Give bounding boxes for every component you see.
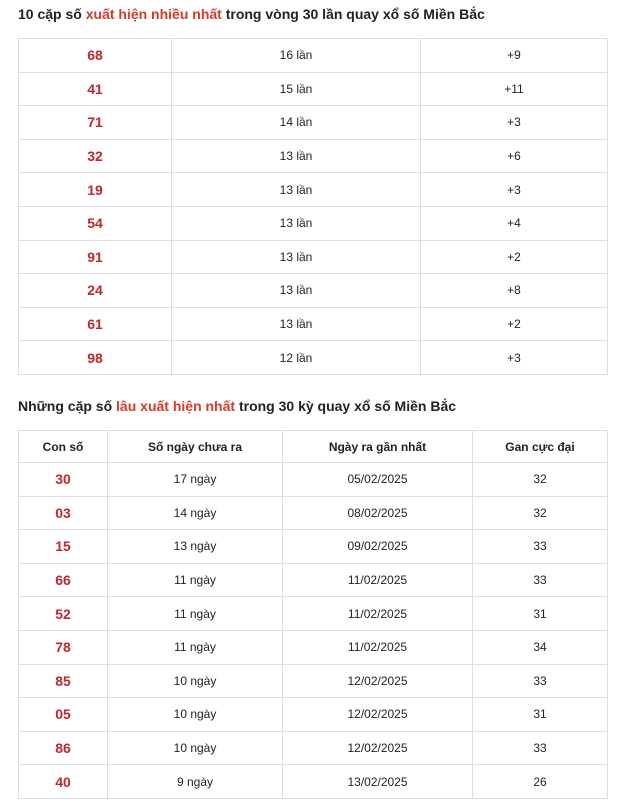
last-appearance-date: 12/02/2025 <box>283 664 473 698</box>
last-appearance-date: 05/02/2025 <box>283 463 473 497</box>
lottery-number: 15 <box>19 530 108 564</box>
cold-numbers-heading <box>18 397 456 415</box>
days-absent: 13 ngày <box>108 530 283 564</box>
last-appearance-date: 12/02/2025 <box>283 731 473 765</box>
last-appearance-date: 12/02/2025 <box>283 698 473 732</box>
heading-highlight: xuất hiện nhiều nhất <box>85 6 222 22</box>
appearance-count: 13 lần <box>172 139 421 173</box>
max-gap: 26 <box>473 765 608 799</box>
last-appearance-date: 09/02/2025 <box>283 530 473 564</box>
lottery-number: 52 <box>19 597 108 631</box>
lottery-number: 91 <box>19 240 172 274</box>
lottery-number: 85 <box>19 664 108 698</box>
count-delta: +3 <box>421 341 608 375</box>
max-gap: 32 <box>473 463 608 497</box>
count-delta: +9 <box>421 39 608 73</box>
days-absent: 11 ngày <box>108 563 283 597</box>
heading-suffix: trong 30 kỳ quay xổ số Miền Bắc <box>235 398 457 414</box>
days-absent: 10 ngày <box>108 731 283 765</box>
lottery-number: 32 <box>19 139 172 173</box>
appearance-count: 13 lần <box>172 307 421 341</box>
lottery-number: 86 <box>19 731 108 765</box>
table-row <box>19 206 608 240</box>
max-gap: 33 <box>473 731 608 765</box>
days-absent: 17 ngày <box>108 463 283 497</box>
days-absent: 9 ngày <box>108 765 283 799</box>
count-delta: +2 <box>421 307 608 341</box>
lottery-number: 78 <box>19 630 108 664</box>
days-absent: 14 ngày <box>108 496 283 530</box>
appearance-count: 13 lần <box>172 274 421 308</box>
appearance-count: 15 lần <box>172 72 421 106</box>
lottery-number: 05 <box>19 698 108 732</box>
lottery-number: 30 <box>19 463 108 497</box>
table-row <box>19 530 608 564</box>
hot-numbers-table-body <box>19 39 608 375</box>
days-absent: 10 ngày <box>108 698 283 732</box>
max-gap: 33 <box>473 563 608 597</box>
lottery-number: 71 <box>19 106 172 140</box>
last-appearance-date: 13/02/2025 <box>283 765 473 799</box>
max-gap: 34 <box>473 630 608 664</box>
table-row <box>19 731 608 765</box>
max-gap: 31 <box>473 597 608 631</box>
heading-suffix: trong vòng 30 lần quay xổ số Miền Bắc <box>221 6 485 22</box>
heading-prefix: Những cặp số <box>18 398 117 414</box>
appearance-count: 12 lần <box>172 341 421 375</box>
max-gap: 33 <box>473 664 608 698</box>
days-absent: 10 ngày <box>108 664 283 698</box>
header-con-so: Con số <box>19 431 108 463</box>
table-row <box>19 597 608 631</box>
cold-numbers-table <box>18 430 608 799</box>
table-row <box>19 139 608 173</box>
appearance-count: 13 lần <box>172 206 421 240</box>
lottery-number: 68 <box>19 39 172 73</box>
last-appearance-date: 11/02/2025 <box>283 597 473 631</box>
header-so-ngay-chua-ra: Số ngày chưa ra <box>108 431 283 463</box>
lottery-number: 41 <box>19 72 172 106</box>
table-row <box>19 698 608 732</box>
lottery-number: 03 <box>19 496 108 530</box>
table-row <box>19 341 608 375</box>
count-delta: +11 <box>421 72 608 106</box>
table-row <box>19 563 608 597</box>
header-gan-cuc-dai: Gan cực đại <box>473 431 608 463</box>
max-gap: 32 <box>473 496 608 530</box>
table-row <box>19 664 608 698</box>
appearance-count: 16 lần <box>172 39 421 73</box>
hot-numbers-table <box>18 38 608 375</box>
table-row <box>19 39 608 73</box>
table-row <box>19 496 608 530</box>
hot-numbers-heading <box>18 5 485 23</box>
days-absent: 11 ngày <box>108 630 283 664</box>
count-delta: +2 <box>421 240 608 274</box>
max-gap: 33 <box>473 530 608 564</box>
table-row <box>19 463 608 497</box>
lottery-number: 40 <box>19 765 108 799</box>
max-gap: 31 <box>473 698 608 732</box>
days-absent: 11 ngày <box>108 597 283 631</box>
appearance-count: 14 lần <box>172 106 421 140</box>
last-appearance-date: 11/02/2025 <box>283 563 473 597</box>
table-row <box>19 106 608 140</box>
table-header-row <box>19 431 608 463</box>
table-row <box>19 307 608 341</box>
heading-prefix: 10 cặp số <box>18 6 86 22</box>
table-row <box>19 274 608 308</box>
count-delta: +3 <box>421 106 608 140</box>
table-row <box>19 72 608 106</box>
table-row <box>19 240 608 274</box>
table-row <box>19 630 608 664</box>
count-delta: +3 <box>421 173 608 207</box>
count-delta: +4 <box>421 206 608 240</box>
lottery-number: 98 <box>19 341 172 375</box>
lottery-number: 54 <box>19 206 172 240</box>
lottery-number: 24 <box>19 274 172 308</box>
lottery-number: 19 <box>19 173 172 207</box>
last-appearance-date: 11/02/2025 <box>283 630 473 664</box>
table-row <box>19 765 608 799</box>
lottery-number: 66 <box>19 563 108 597</box>
appearance-count: 13 lần <box>172 173 421 207</box>
heading-highlight: lâu xuất hiện nhất <box>116 398 236 414</box>
table-row <box>19 173 608 207</box>
count-delta: +6 <box>421 139 608 173</box>
header-ngay-ra-gan-nhat: Ngày ra gần nhất <box>283 431 473 463</box>
appearance-count: 13 lần <box>172 240 421 274</box>
last-appearance-date: 08/02/2025 <box>283 496 473 530</box>
count-delta: +8 <box>421 274 608 308</box>
lottery-number: 61 <box>19 307 172 341</box>
cold-numbers-table-body <box>19 463 608 799</box>
